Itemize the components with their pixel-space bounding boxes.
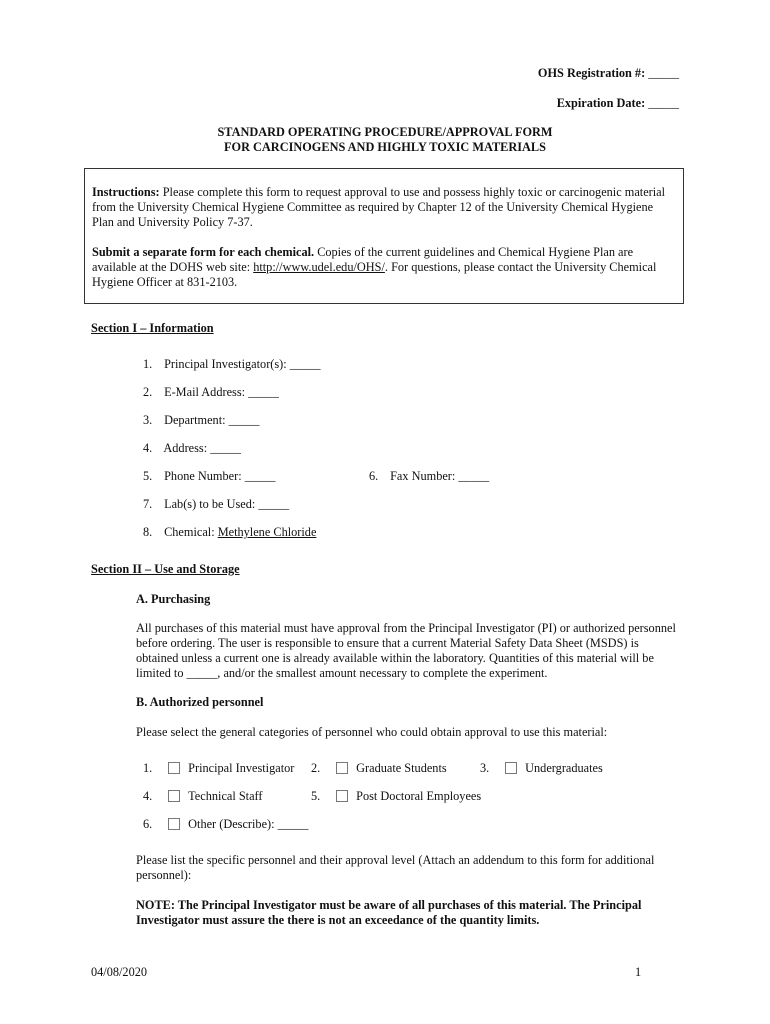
address-input[interactable]: _____: [210, 441, 241, 455]
checkbox-undergrads[interactable]: [480, 761, 603, 776]
item-number: 2.: [311, 761, 321, 775]
item-number: 5.: [311, 789, 321, 803]
authorized-personnel-heading: B. Authorized personnel: [136, 695, 264, 709]
item-number: 6.: [369, 469, 379, 483]
phone-label: Phone Number:: [164, 469, 242, 483]
expiration-date-field: [557, 96, 679, 111]
submit-paragraph: [92, 245, 677, 290]
item-number: 1.: [143, 761, 153, 775]
item-number: 4.: [143, 441, 153, 455]
item-number: 5.: [143, 469, 153, 483]
checkbox-square[interactable]: [505, 762, 517, 774]
checkbox-label: Principal Investigator: [188, 761, 295, 775]
info-item-1: [143, 357, 321, 372]
item-number: 1.: [143, 357, 153, 371]
chemical-label: Chemical:: [164, 525, 215, 539]
department-label: Department:: [164, 413, 226, 427]
title-line-1: STANDARD OPERATING PROCEDURE/APPROVAL FORM: [217, 125, 553, 139]
submit-text: Copies of the current guidelines and Chemical Hygiene Plan are available at the DOHS web site:: [92, 245, 634, 274]
info-item-3: [143, 413, 259, 428]
info-item-2: [143, 385, 279, 400]
email-label: E-Mail Address:: [164, 385, 246, 399]
checkbox-square[interactable]: [168, 790, 180, 802]
item-number: 7.: [143, 497, 153, 511]
checkbox-square[interactable]: [336, 790, 348, 802]
personnel-list-prompt: Please list the specific personnel and their approval level (Attach an addendum to this form for additional personnel):: [136, 853, 655, 882]
page-title: [0, 125, 770, 155]
submit-label: Submit a separate form for each chemical.: [92, 245, 315, 259]
checkbox-other[interactable]: [143, 817, 308, 832]
email-input[interactable]: _____: [248, 385, 279, 399]
checkbox-label: Undergraduates: [525, 761, 603, 775]
labs-input[interactable]: _____: [258, 497, 290, 511]
section-2-heading: Section II – Use and Storage: [91, 562, 240, 576]
checkbox-square[interactable]: [168, 818, 180, 830]
principal-investigator-label: Principal Investigator(s):: [164, 357, 287, 371]
principal-investigator-input[interactable]: _____: [289, 357, 321, 371]
registration-value[interactable]: _____: [648, 66, 679, 80]
checkbox-label: Other (Describe):: [188, 817, 275, 831]
purchasing-text: All purchases of this material must have approval from the Principal Investigator (PI) or authorized personnel before ordering. The user is responsible to ensure that a current Material Safety Data Sheet (MSDS) is obtained unless a current one is already available within the laboratory. Quantities of this material will be limited to _____, and/or the smallest amount necessary to complete the experiment.: [136, 621, 676, 680]
item-number: 6.: [143, 817, 153, 831]
info-item-7: [143, 497, 289, 512]
pi-note: NOTE: The Principal Investigator must be aware of all purchases of this material. The Principal Investigator must assure the there is not an exceedance of the quantity limits.: [136, 898, 642, 927]
checkbox-square[interactable]: [168, 762, 180, 774]
instructions-paragraph: [92, 185, 677, 230]
fax-input[interactable]: _____: [458, 469, 490, 483]
submit-text-post: . For questions, please contact the University Chemical Hygiene Officer at 831-2103.: [92, 260, 657, 289]
phone-input[interactable]: _____: [244, 469, 276, 483]
info-item-6: [369, 469, 489, 484]
checkbox-label: Technical Staff: [188, 789, 263, 803]
chemical-input[interactable]: Methylene Chloride: [217, 525, 317, 539]
checkbox-pi[interactable]: [143, 761, 294, 776]
address-label: Address:: [163, 441, 208, 455]
page-number: 1: [635, 965, 642, 979]
checkbox-square[interactable]: [336, 762, 348, 774]
title-line-2: FOR CARCINOGENS AND HIGHLY TOXIC MATERIALS: [224, 140, 546, 154]
item-number: 3.: [480, 761, 490, 775]
checkbox-label: Graduate Students: [356, 761, 447, 775]
authorized-personnel-prompt: Please select the general categories of personnel who could obtain approval to use this material:: [136, 725, 608, 739]
instructions-box: [84, 168, 684, 304]
info-item-5: [143, 469, 275, 484]
dohs-link[interactable]: http://www.udel.edu/OHS/: [253, 260, 385, 274]
checkbox-grad-students[interactable]: [311, 761, 447, 776]
item-number: 4.: [143, 789, 153, 803]
info-item-4: [143, 441, 241, 456]
registration-label: OHS Registration #:: [537, 66, 646, 80]
item-number: 8.: [143, 525, 153, 539]
footer-date: 04/08/2020: [91, 965, 148, 979]
checkbox-label: Post Doctoral Employees: [356, 789, 482, 803]
item-number: 2.: [143, 385, 153, 399]
labs-label: Lab(s) to be Used:: [164, 497, 256, 511]
expiration-label: Expiration Date:: [556, 96, 646, 110]
instructions-text: Please complete this form to request approval to use and possess highly toxic or carcinogenic material from the University Chemical Hygiene Committee as required by Chapter 12 of the University Chemical Hygiene Plan and University Policy 7-37.: [92, 185, 666, 229]
info-item-8: [143, 525, 316, 540]
checkbox-postdoc[interactable]: [311, 789, 481, 804]
ohs-registration-field: [538, 66, 679, 81]
item-number: 3.: [143, 413, 153, 427]
instructions-label: Instructions:: [92, 185, 160, 199]
fax-label: Fax Number:: [390, 469, 456, 483]
expiration-value[interactable]: _____: [648, 96, 679, 110]
department-input[interactable]: _____: [228, 413, 260, 427]
checkbox-technical-staff[interactable]: [143, 789, 263, 804]
purchasing-heading: A. Purchasing: [136, 592, 211, 606]
other-describe-input[interactable]: _____: [277, 817, 309, 831]
section-1-heading: Section I – Information: [91, 321, 214, 335]
